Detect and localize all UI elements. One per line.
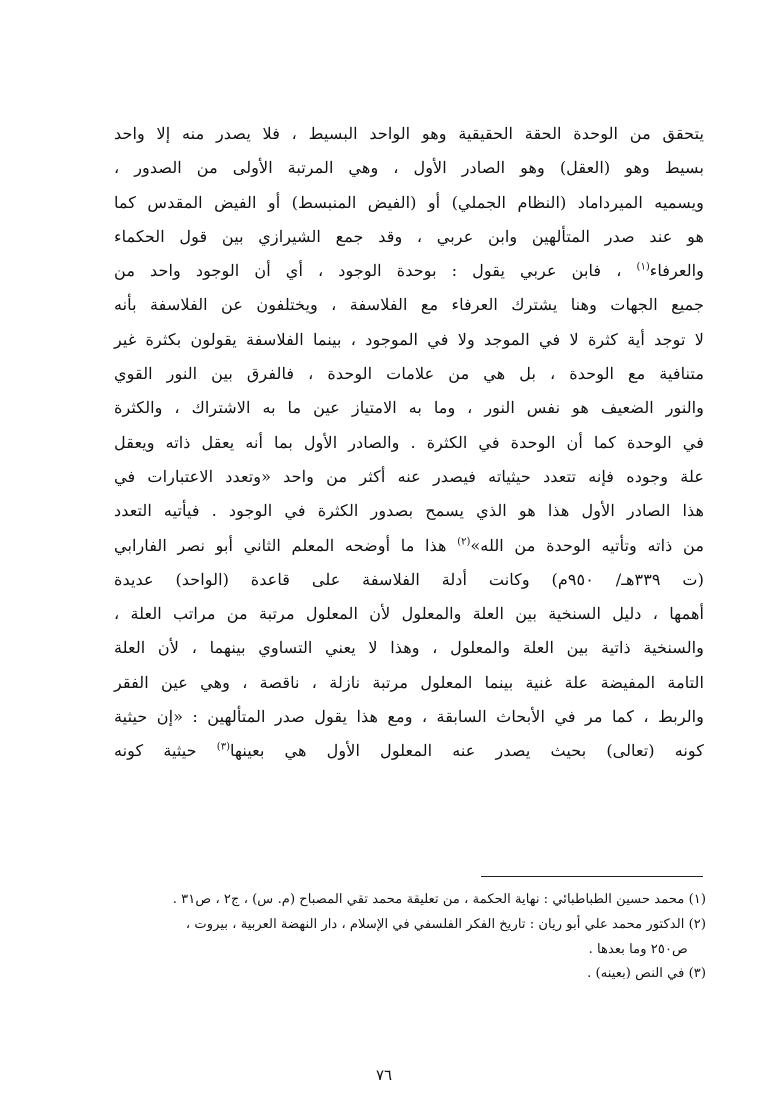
line-text: جميع الجهات وهنا يشترك العرفاء مع الفلاسفة ، ويختلفون عن الفلاسفة بأنه xyxy=(114,295,704,315)
page-number: ٧٦ xyxy=(375,1066,393,1084)
footnote-2-continued: ص٢٥٠ وما بعدها . xyxy=(588,941,688,957)
text-line xyxy=(114,288,704,322)
footnote-marker[interactable]: (٣) xyxy=(216,741,230,753)
line-text: أهمها ، دليل السنخية بين العلة والمعلول لأن المعلول مرتبة من مراتب العلة ، xyxy=(114,604,704,624)
line-text: يتحقق من الوحدة الحقة الحقيقية وهو الواحد البسيط ، فلا يصدر منه إلا واحد xyxy=(114,124,704,143)
footnote-marker[interactable]: (٢) xyxy=(457,536,471,548)
footnote-2: (٢) الدكتور محمد علي أبو ريان : تاريخ الفكر الفلسفي في الإسلام ، دار النهضة العربية ، بيروت ، xyxy=(185,916,706,932)
text-line xyxy=(114,460,704,494)
footnote-3: (٣) في النص (بعينه) . xyxy=(587,966,706,982)
text-line xyxy=(114,220,704,254)
line-text: (ت ٣٣٩هـ/ ٩٥٠م) وكانت أدلة الفلاسفة على قاعدة (الواحد) عديدة xyxy=(114,569,704,589)
text-line xyxy=(114,323,704,357)
line-text: متنافية مع الوحدة ، بل هي من علامات الوحدة ، فالفرق بين النور القوي xyxy=(114,364,704,384)
text-line xyxy=(114,631,704,665)
text-line xyxy=(114,597,704,631)
text-line xyxy=(114,666,704,700)
line-text: لا توجد أية كثرة لا في الموجد ولا في الموجود ، بينما الفلاسفة يقولون بكثرة غير xyxy=(114,329,704,349)
text-line xyxy=(114,494,704,528)
line-text: هذا الصادر الأول هذا هو الذي يسمح بصدور الكثرة في الوجود . فيأتيه التعدد xyxy=(114,501,704,521)
line-text: هذا ما أوضحه المعلم الثاني أبو نصر الفارابي xyxy=(114,535,447,555)
text-line xyxy=(114,151,704,185)
footnote-marker[interactable]: (١) xyxy=(636,261,650,273)
footnote-divider xyxy=(481,876,703,877)
line-text: بسيط وهو (العقل) وهو الصادر الأول ، وهي المرتبة الأولى من الصدور ، xyxy=(114,158,704,178)
text-line xyxy=(114,117,704,151)
line-text: حيثية كونه xyxy=(114,741,197,761)
line-text: ويسميه الميرداماد (النظام الجملي) أو (الفيض المنبسط) أو الفيض المقدس كما xyxy=(114,192,704,212)
line-text: والربط ، كما مر في الأبحاث السابقة ، ومع هذا يقول صدر المتألهين : «إن حيثية xyxy=(114,707,704,727)
line-text: في الوحدة كما أن الوحدة في الكثرة . والصادر الأول بما أنه يعقل ذاته ويعقل xyxy=(114,432,704,452)
line-text: والنور الضعيف هو نفس النور ، وما به الامتياز عين ما به الاشتراك ، والكثرة xyxy=(114,398,704,418)
text-line xyxy=(114,734,704,768)
line-text: التامة المفيضة علة غنية بينما المعلول مرتبة نازلة ، ناقصة ، وهي عين الفقر xyxy=(114,672,704,692)
text-line xyxy=(114,529,704,563)
line-text: ، فابن عربي يقول : بوحدة الوجود ، أي أن الوجود واحد من xyxy=(114,261,622,281)
footnotes xyxy=(108,888,706,987)
line-text: والسنخية ذاتية بين العلة والمعلول ، وهذا لا يعني التساوي بينهما ، لأن العلة xyxy=(114,638,704,658)
line-text: علة وجوده فإنه تتعدد حيثياته فيصدر عنه أكثر من واحد «وتعدد الاعتبارات في xyxy=(114,466,704,486)
text-line xyxy=(114,357,704,391)
text-line xyxy=(114,700,704,734)
body-text xyxy=(114,117,704,769)
line-text: من ذاته وتأتيه الوحدة من الله» xyxy=(470,535,705,555)
line-text: هو عند صدر المتألهين وابن عربي ، وقد جمع الشيرازي بين قول الحكماء xyxy=(114,226,704,246)
text-line xyxy=(114,426,704,460)
footnote-1: (١) محمد حسين الطباطبائي : نهاية الحكمة ، من تعليقة محمد تقي المصباح (م. س) ، ج٢ ، ص٣١ . xyxy=(172,892,706,907)
text-line xyxy=(114,254,704,288)
text-line xyxy=(114,391,704,425)
text-line xyxy=(114,186,704,220)
line-text: والعرفاء xyxy=(649,261,704,281)
text-line xyxy=(114,563,704,597)
line-text: كونه (تعالى) بحيث يصدر عنه المعلول الأول هي بعينها xyxy=(229,741,704,761)
